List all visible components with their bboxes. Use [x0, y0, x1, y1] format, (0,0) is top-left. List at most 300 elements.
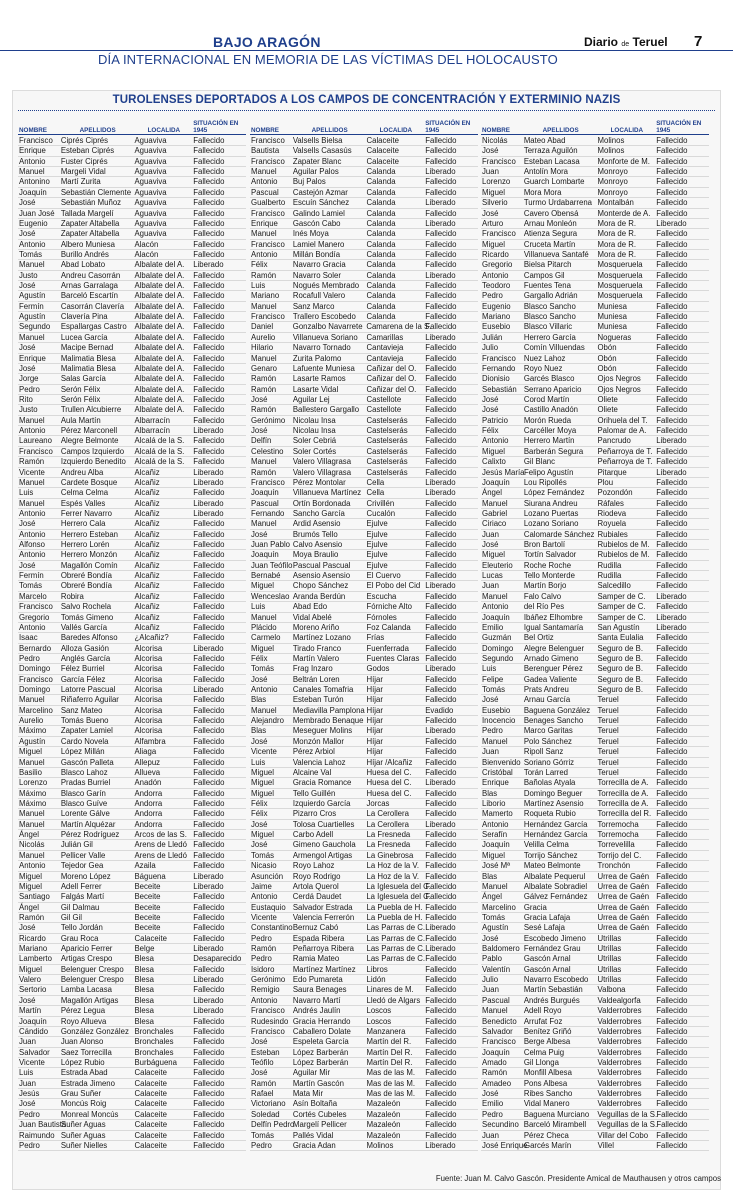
cell-nombre: Laureano — [19, 436, 52, 446]
cell-localidad: Cañizar del O. — [366, 374, 417, 384]
cell-nombre: Calixto — [482, 457, 506, 467]
cell-apellidos: Juan Alonso — [60, 1037, 104, 1047]
cell-apellidos: Tolosa Cuartielles — [292, 819, 355, 829]
cell-localidad: Aguaviva — [134, 229, 167, 239]
cell-localidad: Calaceite — [134, 1140, 167, 1150]
cell-apellidos: Valero Villagrasa — [292, 457, 352, 467]
cell-situacion: Fallecido — [425, 156, 457, 166]
cell-localidad: Ojos Negros — [597, 384, 641, 394]
table-row — [481, 840, 709, 850]
cell-nombre: Miguel — [482, 550, 505, 560]
cell-situacion: Fallecido — [425, 498, 457, 508]
cell-situacion: Fallecido — [656, 581, 688, 591]
cell-nombre: Gerónimo — [251, 975, 286, 985]
cell-localidad: Lidón — [366, 975, 386, 985]
table-row — [18, 1068, 246, 1078]
cell-apellidos: Calomarde Sánchez — [523, 529, 595, 539]
cell-nombre: Ramón — [251, 384, 277, 394]
cell-situacion: Fallecido — [425, 529, 457, 539]
table-row — [18, 685, 246, 695]
cell-apellidos: Alegre Belenguer — [523, 643, 585, 653]
table-row — [250, 965, 478, 975]
cell-localidad: Valderrobres — [597, 1057, 642, 1067]
cell-apellidos: Martín Gascón — [292, 1078, 344, 1088]
column-header — [250, 118, 478, 135]
cell-apellidos: Membrado Benaque — [292, 716, 364, 726]
cell-situacion: Fallecido — [193, 446, 225, 456]
cell-situacion: Fallecido — [193, 767, 225, 777]
cell-nombre: Blas — [251, 695, 267, 705]
cell-situacion: Fallecido — [656, 881, 688, 891]
cell-apellidos: Zapater Lamiel — [60, 726, 113, 736]
cell-nombre: Tomás — [251, 1130, 274, 1140]
cell-situacion: Fallecido — [193, 695, 225, 705]
table-row — [481, 1120, 709, 1130]
cell-localidad: La Iglesuela del C. — [366, 881, 431, 891]
cell-nombre: Santiago — [19, 892, 50, 902]
cell-nombre: José — [251, 1068, 268, 1078]
cell-nombre: José — [482, 1089, 499, 1099]
cell-localidad: Alcañiz — [134, 581, 160, 591]
cell-nombre: Guzmán — [482, 633, 512, 643]
table-row — [481, 1110, 709, 1120]
cell-situacion: Fallecido — [193, 177, 225, 187]
cell-nombre: Celestino — [251, 446, 284, 456]
cell-nombre: Vicente — [19, 1057, 45, 1067]
cell-situacion: Fallecido — [425, 394, 457, 404]
cell-situacion: Fallecido — [425, 716, 457, 726]
table-row — [18, 623, 246, 633]
table-row — [250, 872, 478, 882]
cell-situacion: Fallecido — [193, 602, 225, 612]
cell-apellidos: Tomás Bueno — [60, 716, 109, 726]
masthead-divider — [0, 50, 733, 51]
cell-localidad: Belge — [134, 944, 155, 954]
table-row — [250, 447, 478, 457]
table-row — [18, 499, 246, 509]
table-row — [481, 1131, 709, 1141]
cell-apellidos: Blasco Garín — [60, 788, 106, 798]
cell-apellidos: Domingo Beguer — [523, 788, 583, 798]
cell-localidad: La Hoz de la V. — [366, 871, 420, 881]
cell-nombre: Marcelino — [482, 902, 516, 912]
cell-localidad: Samper de C. — [597, 602, 646, 612]
cell-situacion: Liberado — [193, 871, 224, 881]
table-row — [250, 913, 478, 923]
cell-situacion: Fallecido — [425, 1078, 457, 1088]
table-row — [18, 374, 246, 384]
cell-localidad: Valdealgorfa — [597, 995, 641, 1005]
cell-localidad: Teruel — [597, 695, 619, 705]
table-row — [18, 675, 246, 685]
table-row — [18, 1027, 246, 1037]
cell-localidad: Fuenferrada — [366, 643, 409, 653]
cell-situacion: Fallecido — [193, 923, 225, 933]
cell-situacion: Fallecido — [656, 249, 688, 259]
cell-nombre: Lorenzo — [482, 177, 511, 187]
cell-situacion: Fallecido — [425, 767, 457, 777]
cell-localidad: Andorra — [134, 788, 163, 798]
cell-localidad: Camarena de la S. — [366, 322, 432, 332]
table-row — [481, 426, 709, 436]
cell-apellidos: Villanueva Santafé — [523, 249, 589, 259]
cell-situacion: Liberado — [193, 467, 224, 477]
cell-nombre: Silverio — [482, 198, 508, 208]
cell-nombre: Vicente — [251, 912, 277, 922]
header-nombre: NOMBRE — [19, 126, 47, 134]
table-row — [18, 1017, 246, 1027]
cell-situacion: Fallecido — [656, 726, 688, 736]
cell-nombre: Tomás — [482, 685, 505, 695]
table-row — [18, 426, 246, 436]
cell-nombre: Miguel — [482, 446, 505, 456]
cell-nombre: Manuel — [251, 353, 277, 363]
table-row — [481, 996, 709, 1006]
cell-localidad: Calanda — [366, 270, 396, 280]
cell-situacion: Fallecido — [425, 260, 457, 270]
table-row — [18, 633, 246, 643]
cell-situacion: Fallecido — [425, 291, 457, 301]
cell-situacion: Fallecido — [425, 343, 457, 353]
cell-situacion: Fallecido — [656, 653, 688, 663]
cell-apellidos: Ibáñez Elhombre — [523, 612, 583, 622]
cell-localidad: Calanda — [366, 312, 396, 322]
cell-apellidos: Felipo Agustín — [524, 467, 574, 477]
cell-localidad: Valbona — [597, 985, 626, 995]
table-row — [18, 354, 246, 364]
table-row — [250, 664, 478, 674]
cell-apellidos: Félez Burriel — [60, 664, 105, 674]
cell-nombre: Pedro — [251, 1140, 272, 1150]
cell-situacion: Liberado — [425, 1140, 456, 1150]
cell-nombre: Tomás — [482, 912, 505, 922]
table-row — [18, 644, 246, 654]
cell-apellidos: Navarro Soler — [292, 270, 341, 280]
cell-situacion: Fallecido — [425, 249, 457, 259]
cell-situacion: Fallecido — [193, 540, 225, 550]
cell-localidad: Calanda — [366, 167, 396, 177]
cell-situacion: Fallecido — [656, 446, 688, 456]
cell-nombre: Miguel — [482, 850, 505, 860]
cell-nombre: Genaro — [251, 363, 278, 373]
cell-nombre: José — [251, 394, 268, 404]
cell-situacion: Desaparecido — [193, 954, 242, 964]
cell-localidad: Mosqueruela — [597, 281, 643, 291]
table-row — [481, 447, 709, 457]
table-row — [18, 851, 246, 861]
table-row — [481, 1141, 709, 1151]
cell-localidad: Pitarque — [597, 467, 627, 477]
cell-nombre: Manuel — [251, 229, 277, 239]
cell-situacion: Fallecido — [425, 830, 457, 840]
cell-situacion: Fallecido — [656, 187, 688, 197]
cell-nombre: Manuel — [19, 819, 45, 829]
cell-nombre: José — [19, 198, 36, 208]
cell-localidad: Teruel — [597, 705, 619, 715]
cell-apellidos: Martín Alquézar — [60, 819, 116, 829]
cell-apellidos: Carbo Adell — [292, 830, 334, 840]
cell-situacion: Fallecido — [425, 550, 457, 560]
cell-nombre: Blas — [482, 871, 498, 881]
table-row — [250, 322, 478, 332]
cell-localidad: Bronchales — [134, 1047, 174, 1057]
cell-apellidos: Izquierdo Benedito — [60, 457, 126, 467]
table-row — [18, 478, 246, 488]
cell-situacion: Fallecido — [656, 1109, 688, 1119]
cell-localidad: Aliaga — [134, 747, 157, 757]
cell-nombre: Manuel — [251, 301, 277, 311]
cell-localidad: Torrecilla de A. — [597, 778, 649, 788]
cell-nombre: Emilio — [482, 622, 504, 632]
table-row — [481, 146, 709, 156]
cell-apellidos: Navarro Martí — [292, 995, 341, 1005]
table-row — [250, 1120, 478, 1130]
cell-localidad: Alcañiz — [134, 498, 160, 508]
cell-situacion: Liberado — [193, 685, 224, 695]
table-row — [250, 136, 478, 146]
cell-situacion: Fallecido — [656, 788, 688, 798]
cell-localidad: Alacón — [134, 239, 159, 249]
cell-apellidos: Gracia Romance — [292, 778, 352, 788]
cell-nombre: Blas — [482, 788, 498, 798]
table-row — [250, 737, 478, 747]
cell-situacion: Fallecido — [193, 757, 225, 767]
cell-apellidos: Arnau Monleón — [523, 218, 577, 228]
cell-apellidos: Estrada Abad — [60, 1068, 108, 1078]
cell-situacion: Fallecido — [425, 384, 457, 394]
table-row — [18, 188, 246, 198]
table-row — [250, 1141, 478, 1151]
cell-nombre: Nicasio — [251, 861, 277, 871]
cell-localidad: Rudilla — [597, 560, 622, 570]
cell-nombre: Juan — [482, 529, 499, 539]
table-row — [481, 872, 709, 882]
cell-situacion: Fallecido — [193, 591, 225, 601]
cell-situacion: Fallecido — [425, 736, 457, 746]
newspaper-brand — [584, 35, 668, 49]
table-row — [250, 530, 478, 540]
cell-situacion: Fallecido — [656, 705, 688, 715]
cell-situacion: Fallecido — [193, 1078, 225, 1088]
table-row — [250, 623, 478, 633]
cell-nombre: Pascual — [482, 995, 510, 1005]
cell-apellidos: Sanz Mateo — [60, 705, 103, 715]
cell-apellidos: Marco Garitas — [523, 726, 573, 736]
table-row — [481, 198, 709, 208]
cell-localidad: La Hoz de la V. — [366, 861, 420, 871]
cell-localidad: Alcorisa — [134, 726, 163, 736]
cell-situacion: Fallecido — [656, 1026, 688, 1036]
table-row — [18, 581, 246, 591]
cell-apellidos: Royo Nuez — [523, 363, 563, 373]
table-rows — [250, 136, 478, 1151]
cell-apellidos: Ramia Mateo — [292, 954, 340, 964]
table-row — [250, 1079, 478, 1089]
table-row — [18, 468, 246, 478]
cell-nombre: Antonio — [251, 995, 278, 1005]
cell-apellidos: Torán Larred — [523, 767, 569, 777]
cell-situacion: Fallecido — [193, 622, 225, 632]
cell-situacion: Fallecido — [425, 695, 457, 705]
cell-localidad: Pancrudo — [597, 436, 631, 446]
cell-nombre: Basilio — [19, 767, 42, 777]
cell-nombre: Francisco — [482, 229, 516, 239]
cell-situacion: Fallecido — [193, 1120, 225, 1130]
cell-localidad: Ejulve — [366, 560, 388, 570]
cell-situacion: Fallecido — [656, 809, 688, 819]
cell-apellidos: Soler Cebriá — [292, 436, 337, 446]
cell-nombre: Ricardo — [19, 933, 46, 943]
header-localidad: LOCALIDA — [147, 126, 181, 134]
table-column-1 — [18, 118, 246, 1151]
cell-situacion: Fallecido — [193, 747, 225, 757]
cell-situacion: Liberado — [425, 477, 456, 487]
table-row — [481, 581, 709, 591]
table-row — [250, 167, 478, 177]
cell-apellidos: Serrano Aparicio — [523, 384, 582, 394]
cell-localidad: Calanda — [366, 177, 396, 187]
cell-localidad: Aguaviva — [134, 136, 167, 145]
cell-nombre: Soledad — [251, 1109, 280, 1119]
cell-situacion: Liberado — [193, 881, 224, 891]
cell-nombre: Manuel — [482, 881, 508, 891]
table-row — [18, 820, 246, 830]
cell-nombre: Antonio — [19, 239, 46, 249]
table-row — [250, 571, 478, 581]
cell-localidad: Las Parras de C. — [366, 954, 425, 964]
cell-localidad: Rubielos de M. — [597, 540, 650, 550]
cell-situacion: Fallecido — [425, 685, 457, 695]
cell-nombre: Gerónimo — [251, 415, 286, 425]
cell-localidad: Blesa — [134, 1016, 154, 1026]
cell-situacion: Liberado — [656, 436, 687, 446]
cell-apellidos: Herrero Martín — [523, 436, 575, 446]
cell-localidad: Arcos de las S. — [134, 830, 187, 840]
cell-nombre: Joaquín — [482, 477, 510, 487]
cell-localidad: Molinos — [597, 146, 625, 156]
cell-situacion: Fallecido — [656, 498, 688, 508]
cell-situacion: Fallecido — [656, 830, 688, 840]
table-row — [481, 509, 709, 519]
cell-apellidos: Pérez Montolar — [292, 477, 346, 487]
cell-apellidos: Zapater Altabella — [60, 229, 120, 239]
cell-situacion: Fallecido — [193, 218, 225, 228]
table-row — [481, 1068, 709, 1078]
cell-nombre: Tomás — [251, 850, 274, 860]
cell-apellidos: Carcéller Moya — [523, 426, 577, 436]
cell-situacion: Fallecido — [193, 571, 225, 581]
cell-apellidos: Fernández Grau — [523, 944, 581, 954]
cell-situacion: Fallecido — [425, 312, 457, 322]
table-row — [18, 954, 246, 964]
cell-nombre: Manuel — [251, 167, 277, 177]
cell-situacion: Fallecido — [656, 643, 688, 653]
cell-nombre: Máximo — [19, 726, 47, 736]
table-row — [250, 1048, 478, 1058]
cell-localidad: Calaceite — [134, 1078, 167, 1088]
table-row — [18, 167, 246, 177]
cell-localidad: Albalate del A. — [134, 332, 185, 342]
table-row — [481, 644, 709, 654]
cell-situacion: Fallecido — [193, 705, 225, 715]
cell-situacion: Fallecido — [656, 229, 688, 239]
cell-nombre: Antonio — [19, 861, 46, 871]
cell-situacion: Fallecido — [656, 1037, 688, 1047]
cell-apellidos: Cardo Novela — [60, 736, 109, 746]
cell-apellidos: Pradas Burriel — [60, 778, 111, 788]
cell-situacion: Fallecido — [425, 622, 457, 632]
table-row — [18, 695, 246, 705]
table-row — [250, 581, 478, 591]
table-row — [481, 892, 709, 902]
cell-localidad: Torremocha — [597, 819, 639, 829]
cell-localidad: Mas de las M. — [366, 1068, 416, 1078]
cell-apellidos: Tirado Franco — [292, 643, 342, 653]
cell-apellidos: Barberán Segura — [523, 446, 584, 456]
cell-apellidos: Pérez Rodríguez — [60, 830, 120, 840]
cell-situacion: Fallecido — [193, 716, 225, 726]
cell-apellidos: Cerdá Daudet — [292, 892, 342, 902]
table-row — [481, 240, 709, 250]
table-row — [18, 747, 246, 757]
table-row — [18, 136, 246, 146]
cell-localidad: La Puebla de H. — [366, 902, 423, 912]
cell-apellidos: Martínez Asensio — [523, 799, 584, 808]
cell-apellidos: Obreré Bondía — [60, 581, 112, 591]
cell-localidad: Teruel — [597, 767, 619, 777]
table-row — [250, 789, 478, 799]
cell-localidad: Ráfales — [597, 498, 624, 508]
cell-nombre: Ramón — [251, 405, 277, 415]
cell-apellidos: Terraza Aguilón — [523, 146, 578, 156]
cell-apellidos: Escobedo Jimeno — [523, 933, 586, 943]
table-row — [481, 1017, 709, 1027]
cell-localidad: Veguillas de la S. — [597, 1109, 658, 1119]
cell-nombre: Asunción — [251, 871, 284, 881]
cell-nombre: Pascual — [251, 187, 279, 197]
cell-nombre: Domingo — [482, 643, 514, 653]
cell-situacion: Fallecido — [656, 332, 688, 342]
table-row — [18, 809, 246, 819]
cell-situacion: Fallecido — [193, 457, 225, 467]
cell-apellidos: Espada Ribera — [292, 933, 345, 943]
cell-situacion: Fallecido — [193, 167, 225, 177]
cell-nombre: Serafín — [482, 830, 508, 840]
cell-nombre: Manuel — [19, 415, 45, 425]
cell-localidad: Tronchón — [597, 861, 631, 871]
table-row — [250, 395, 478, 405]
cell-apellidos: Igual Santamaría — [523, 622, 584, 632]
cell-situacion: Fallecido — [656, 902, 688, 912]
cell-situacion: Fallecido — [656, 198, 688, 208]
table-row — [18, 882, 246, 892]
header-apellidos: APELLIDOS — [79, 126, 116, 134]
cell-localidad: Villar del Cobo — [597, 1130, 649, 1140]
cell-localidad: Burbáguena — [134, 1057, 177, 1067]
cell-apellidos: Gracia — [523, 902, 547, 912]
cell-nombre: Juan José — [19, 208, 55, 218]
cell-nombre: Martín — [19, 1006, 42, 1016]
cell-situacion: Fallecido — [193, 332, 225, 342]
cell-situacion: Fallecido — [656, 394, 688, 404]
cell-localidad: Híjar — [366, 705, 383, 715]
cell-apellidos: Berge Albesa — [523, 1037, 571, 1047]
cell-situacion: Fallecido — [193, 799, 225, 808]
cell-nombre: Francisco — [251, 136, 285, 145]
cell-situacion: Fallecido — [425, 415, 457, 425]
cell-situacion: Fallecido — [425, 436, 457, 446]
cell-situacion: Fallecido — [656, 239, 688, 249]
